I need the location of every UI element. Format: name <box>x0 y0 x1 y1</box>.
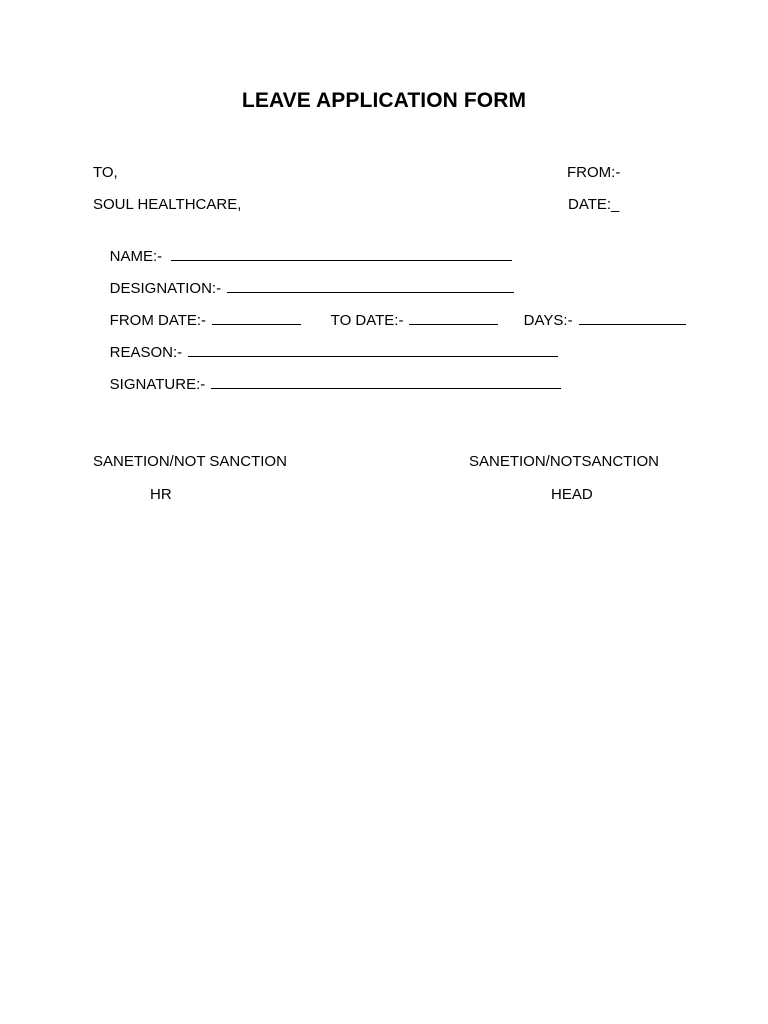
head-label: HEAD <box>551 486 593 503</box>
days-label: DAYS:- <box>523 312 573 329</box>
from-date-label: FROM DATE:- <box>109 312 207 329</box>
reason-field[interactable] <box>188 342 558 357</box>
designation-field[interactable] <box>227 278 514 293</box>
form-title: LEAVE APPLICATION FORM <box>241 89 527 112</box>
signature-row <box>93 356 561 412</box>
date-label: DATE:_ <box>568 196 620 213</box>
designation-label: DESIGNATION:- <box>109 280 222 297</box>
signature-label: SIGNATURE:- <box>109 376 206 393</box>
sanction-left-label: SANETION/NOT SANCTION <box>93 453 287 470</box>
from-date-field[interactable] <box>212 310 301 325</box>
to-date-label: TO DATE:- <box>330 312 404 329</box>
to-date-field[interactable] <box>409 310 498 325</box>
days-field[interactable] <box>579 310 686 325</box>
reason-label: REASON:- <box>109 344 183 361</box>
name-label: NAME:- <box>109 248 163 265</box>
hr-label: HR <box>150 486 172 503</box>
signature-field[interactable] <box>211 374 561 389</box>
sanction-right-label: SANETION/NOTSANCTION <box>469 453 660 470</box>
name-field[interactable] <box>171 246 512 261</box>
from-label: FROM:- <box>567 164 621 181</box>
to-label: TO, <box>93 164 118 181</box>
company-name: SOUL HEALTHCARE, <box>93 196 242 213</box>
